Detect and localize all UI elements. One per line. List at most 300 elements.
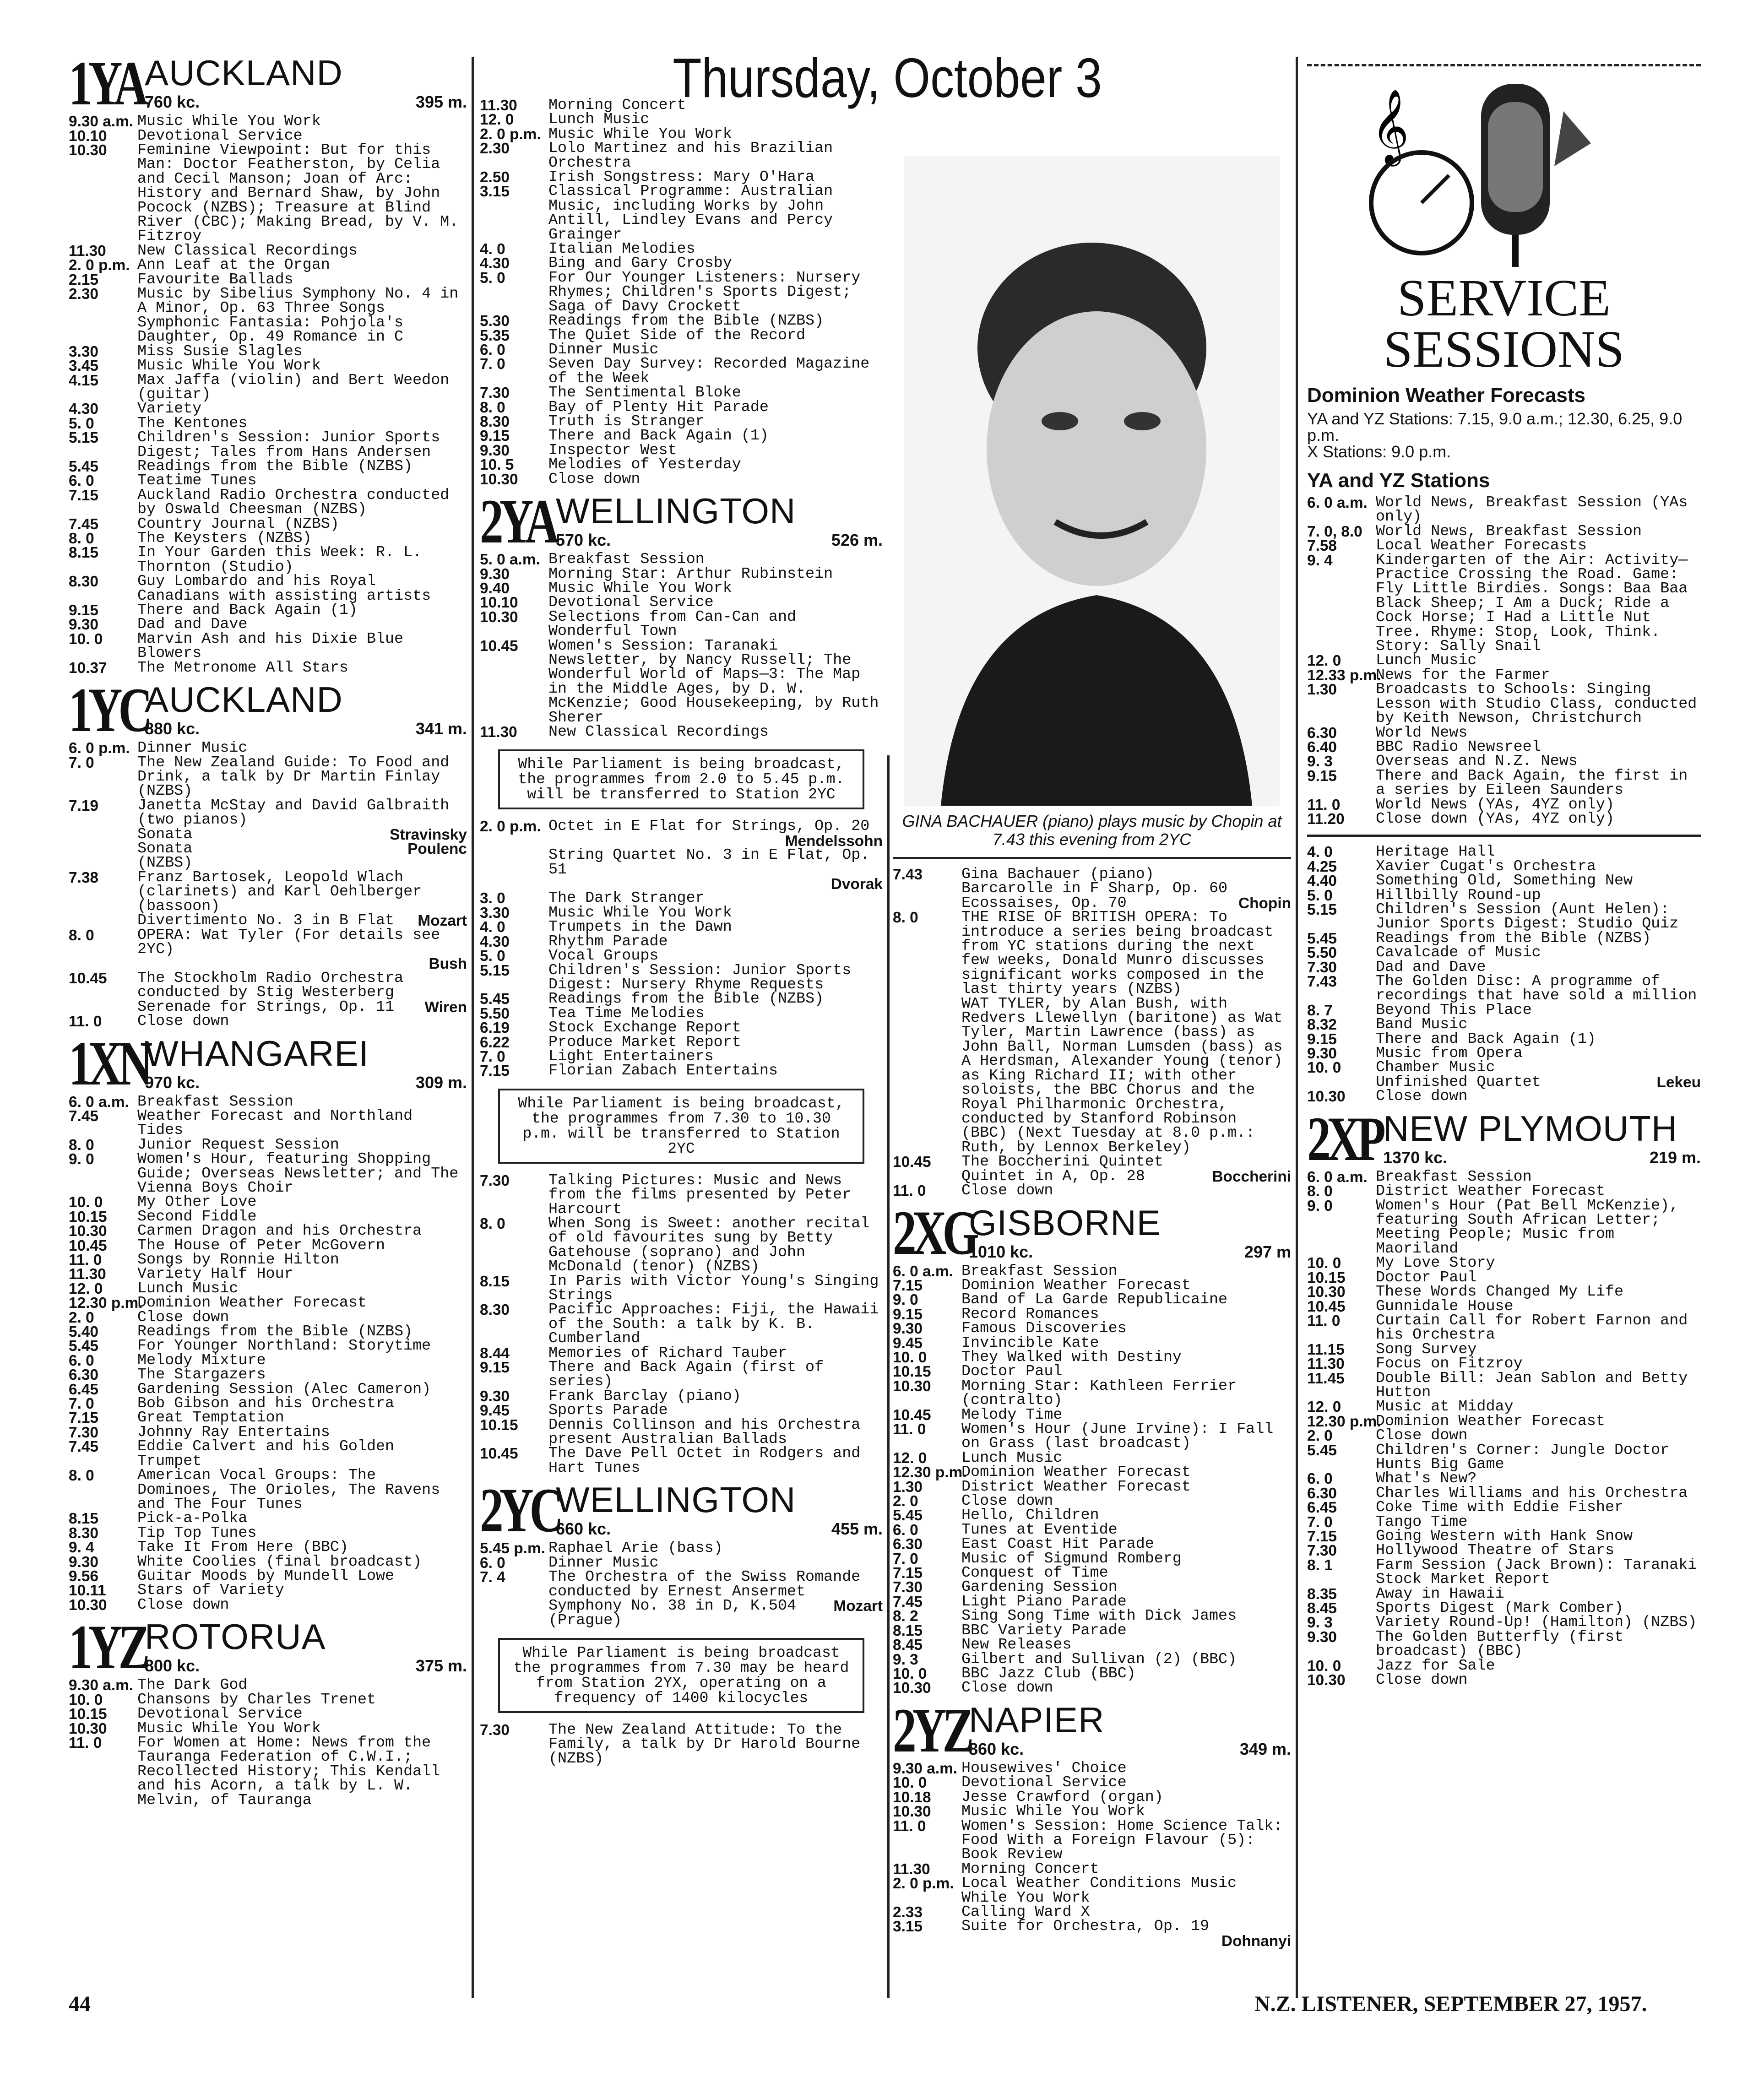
time: 8.32	[1307, 1016, 1337, 1034]
time: 5.50	[1307, 944, 1337, 962]
time: 7.45	[69, 1438, 98, 1456]
programme: The Golden Butterfly (first broadcast) (BBC)	[1376, 1628, 1624, 1660]
time: 10.15	[69, 1208, 107, 1225]
time: 9.45	[480, 1402, 510, 1420]
programme: Gina Bachauer (piano)	[961, 866, 1154, 883]
time: 2. 0	[1307, 1427, 1333, 1445]
time: 8. 0	[893, 909, 918, 927]
station-header-1YC	[69, 675, 467, 745]
time: 8.15	[893, 1622, 923, 1639]
time: 10. 0	[69, 1194, 103, 1211]
programme: Truth is Stranger	[548, 412, 705, 430]
time: 9.15	[893, 1306, 923, 1323]
time: 2.30	[480, 140, 510, 157]
programme: Janetta McStay and David Galbraith (two pianos)	[137, 797, 450, 829]
station-header-2YZ	[893, 1695, 1291, 1765]
time: 10. 0	[1307, 1255, 1341, 1272]
programme: Band of La Garde Republicaine	[961, 1291, 1228, 1309]
programme: Dad and Dave	[137, 616, 248, 634]
time: 9. 3	[1307, 753, 1333, 770]
programme: OPERA: Wat Tyler (For details see 2YC)	[137, 926, 440, 958]
programme: Close down	[961, 1182, 1053, 1199]
time: 11. 0	[1307, 1312, 1341, 1329]
time: 5.45	[69, 1338, 98, 1355]
time: 7.30	[480, 1721, 510, 1739]
programme: The Stockholm Radio Orchestra conducted by Stig Westerberg	[137, 969, 404, 1002]
work-title: (NZBS)	[137, 854, 193, 872]
programme: Teatime Tunes	[137, 472, 257, 490]
programme: Focus on Fitzroy	[1376, 1355, 1523, 1373]
time: 7.15	[893, 1277, 923, 1294]
work-title: Ecossaises, Op. 70	[961, 894, 1127, 912]
programme: Morning Star: Kathleen Ferrier (contralto)	[961, 1377, 1237, 1410]
time: 6. 0 a.m.	[1307, 494, 1368, 511]
schedule-entry	[69, 868, 467, 915]
schedule-1YZ	[69, 1678, 467, 1808]
time: 7.30	[893, 1579, 923, 1596]
schedule-entry	[1307, 1501, 1701, 1515]
schedule-2XG-continued-b	[1307, 1090, 1701, 1104]
station-header-2XG	[893, 1198, 1291, 1268]
programme: New Classical Recordings	[137, 242, 358, 260]
time: 6. 0	[1307, 1470, 1333, 1488]
programme: Band Music	[1376, 1016, 1468, 1034]
programme: Readings from the Bible (NZBS)	[137, 457, 413, 475]
frequency: 970 kc.	[145, 1073, 200, 1092]
programme: Lunch Music	[1376, 652, 1477, 670]
programme: These Words Changed My Life	[1376, 1283, 1624, 1301]
programme: Breakfast Session	[1376, 1168, 1532, 1186]
time: 12. 0	[893, 1449, 927, 1467]
programme: Bay of Plenty Hit Parade	[548, 398, 769, 416]
programme: In Paris with Victor Young's Singing Strings	[548, 1272, 879, 1304]
programme: Lolo Martinez and his Brazilian Orchestra	[548, 140, 833, 172]
column-rule-3	[1296, 57, 1298, 1998]
programme: Classical Programme: Australian Music, including Works by John Antill, Lindley Evans and Percy Grainger	[548, 183, 833, 244]
weather-heading: Dominion Weather Forecasts	[1307, 384, 1585, 407]
schedule-entry	[480, 357, 883, 386]
time: 5. 0	[480, 269, 505, 287]
programme: Doctor Paul	[961, 1363, 1063, 1381]
microphone-icon	[1307, 75, 1701, 267]
schedule-entry	[1307, 539, 1701, 553]
microphone-illustration	[1307, 75, 1701, 267]
time: 6. 0	[480, 1554, 505, 1572]
programme: Dominion Weather Forecast	[137, 1294, 367, 1312]
time	[893, 997, 961, 1155]
time: 5.30	[480, 313, 510, 330]
time: 7. 0	[1307, 1513, 1333, 1531]
programme: World News (YAs, 4YZ only)	[1376, 796, 1614, 813]
schedule-entry	[480, 314, 883, 328]
programme: Trumpets in the Dawn	[548, 918, 732, 936]
programme: Charles Williams and his Orchestra	[1376, 1484, 1688, 1502]
time: 4.30	[480, 255, 510, 272]
schedule-entry	[1307, 1018, 1701, 1032]
work-line	[69, 825, 467, 843]
programme: BBC Variety Parade	[961, 1621, 1127, 1639]
time: 4.25	[1307, 858, 1337, 875]
wavelength: 395 m.	[415, 92, 467, 112]
time: 10.15	[1307, 1269, 1346, 1286]
programme: Close down	[1376, 1088, 1468, 1106]
programme: Franz Bartosek, Leopold Wlach (clarinets) and Karl Oehlberger (bassoon)	[137, 868, 422, 915]
time: 8. 0	[69, 1467, 94, 1485]
time: 10.15	[69, 1706, 107, 1723]
time: 2. 0	[69, 1309, 94, 1326]
time: 9.15	[480, 1359, 510, 1377]
city-name: NAPIER	[969, 1699, 1105, 1740]
programme: Close down	[1376, 1671, 1468, 1689]
schedule-entry	[893, 1537, 1291, 1551]
city-name: WELLINGTON	[556, 1480, 796, 1520]
work-line	[893, 1167, 1291, 1185]
schedule-entry	[1307, 900, 1701, 933]
schedule-1YC-e	[69, 1014, 467, 1029]
schedule-entry	[480, 1447, 883, 1475]
programme: New Classical Recordings	[548, 723, 769, 741]
programme: District Weather Forecast	[961, 1478, 1191, 1496]
programme: Going Western with Hank Snow	[1376, 1528, 1633, 1545]
wavelength: 526 m.	[831, 531, 883, 550]
divider	[1307, 64, 1701, 66]
programme: Morning Star: Arthur Rubinstein	[548, 565, 833, 583]
time: 8.35	[1307, 1585, 1337, 1603]
time: 3.30	[480, 904, 510, 922]
composer: Mozart	[833, 1598, 883, 1615]
time: 9. 0	[893, 1291, 918, 1309]
schedule-entry	[69, 1598, 467, 1612]
programme: World News	[1376, 724, 1468, 742]
programme: Gilbert and Sullivan (2) (BBC)	[961, 1650, 1237, 1668]
schedule-entry	[1307, 553, 1701, 654]
programme: Music of Sigmund Romberg	[961, 1550, 1182, 1567]
schedule-entry	[69, 546, 467, 575]
city-name: AUCKLAND	[145, 679, 343, 720]
frequency: 570 kc.	[556, 531, 611, 550]
programme: Children's Session: Junior Sports Digest; Tales from Hans Andersen	[137, 429, 440, 461]
time: 7.15	[480, 1063, 510, 1080]
time: 5.15	[1307, 901, 1337, 918]
schedule-entry	[69, 1440, 467, 1469]
frequency: 800 kc.	[145, 1656, 200, 1675]
programme: Close down	[137, 1596, 229, 1614]
time: 7.15	[893, 1565, 923, 1582]
programme: For Women at Home: News from the Tauranga Federation of C.W.I.; Recollected History; This Kendall and his Acorn, a talk by L. W. Melvin, of Tauranga	[137, 1734, 440, 1809]
time: 10.30	[893, 1803, 931, 1821]
schedule-entry	[480, 920, 883, 934]
programme: Music from Opera	[1376, 1045, 1523, 1063]
time: 11.30	[893, 1860, 930, 1878]
programme: Curtain Call for Robert Farnon and his Orchestra	[1376, 1312, 1688, 1344]
time: 10. 0	[893, 1665, 927, 1682]
schedule-entry	[1307, 1003, 1701, 1018]
programme: Stock Exchange Report	[548, 1019, 741, 1037]
programme: Breakfast Session	[961, 1262, 1118, 1280]
schedule-entry	[69, 661, 467, 675]
publication-line: N.Z. LISTENER, SEPTEMBER 27, 1957.	[1254, 1992, 1647, 2016]
time: 7. 0	[480, 356, 505, 373]
wavelength: 455 m.	[831, 1519, 883, 1539]
programme: Heritage Hall	[1376, 843, 1495, 861]
work-line	[69, 914, 467, 928]
programme: East Coast Hit Parade	[961, 1535, 1154, 1553]
schedule-entry	[69, 1707, 467, 1721]
schedule-entry	[480, 949, 883, 963]
schedule-entry	[893, 1876, 1291, 1905]
programme: Marvin Ash and his Dixie Blue Blowers	[137, 630, 404, 662]
time: 10.10	[69, 127, 107, 145]
programme: Away in Hawaii	[1376, 1585, 1504, 1603]
call-sign: 2YA	[480, 486, 555, 556]
yayz-heading: YA and YZ Stations	[1307, 469, 1490, 492]
schedule-2YC	[480, 1541, 883, 1599]
time: 12.33 p.m.	[1307, 667, 1381, 684]
time: 6.30	[69, 1366, 98, 1384]
time: 5.50	[480, 1005, 510, 1022]
schedule-entry	[893, 1621, 1291, 1639]
time: 9.30	[893, 1320, 923, 1338]
parliament-notice: While Parliament is being broadcast the programmes from 7.30 may be heard from Station 2YX, operating on a frequency of 1400 kilocycles	[498, 1638, 864, 1713]
schedule-entry	[480, 992, 883, 1006]
programme: WAT TYLER, by Alan Bush, with Redvers Llewellyn (baritone) as Wat Tyler, Martin Lawrence (bass) as John Ball, Norman Lumsden (bass) as A Herdsman, Alexander Young (tenor) as King Richard II; with other soloists, the BBC Chorus and the Royal Philharmonic Orchestra, conducted by Stanford Robinson (BBC) (Next Tuesday at 8.0 p.m.: Ruth, by Lennox Berkeley)	[961, 995, 1283, 1156]
programme: Overseas and N.Z. News	[1376, 753, 1578, 770]
programme: Guy Lombardo and his Royal Canadians with assisting artists	[137, 573, 431, 605]
time: 11.30	[69, 1266, 106, 1283]
programme: Take It From Here (BBC)	[137, 1539, 348, 1556]
frequency: 760 kc.	[145, 92, 200, 112]
photo-caption: GINA BACHAUER (piano) plays music by Chopin at 7.43 this evening from 2YC	[902, 812, 1282, 849]
time: 10.30	[480, 471, 518, 488]
programme: Tango Time	[1376, 1513, 1468, 1531]
column-2	[480, 98, 883, 1766]
composers-2XG-continued	[1307, 1075, 1701, 1090]
call-sign: 1YC	[69, 675, 149, 745]
programme: Xavier Cugat's Orchestra	[1376, 857, 1596, 875]
schedule-entry	[480, 141, 883, 170]
schedule-entry	[893, 1155, 1291, 1169]
parliament-notice: While Parliament is being broadcast, the programmes from 7.30 to 10.30 p.m. will be transferred to Station 2YC	[498, 1089, 864, 1164]
programme: Beyond This Place	[1376, 1001, 1532, 1019]
schedule-entry	[480, 386, 883, 400]
work-line	[480, 1599, 883, 1628]
time: 9.15	[1307, 1030, 1337, 1048]
programme: Women's Session: Taranaki Newsletter, by Nancy Russell; The Wonderful World of Maps—3: The Map in the Middle Ages, by D. W. McKenzie; Good Housekeeping, by Ruth Sherer	[548, 637, 879, 727]
programme: BBC Jazz Club (BBC)	[961, 1665, 1136, 1682]
time: 6. 0 a.m.	[893, 1263, 953, 1280]
programme: Children's Session (Aunt Helen): Junior Sports Digest: Studio Quiz	[1376, 900, 1679, 933]
composers-2YC-continued	[893, 882, 1291, 911]
programme: American Vocal Groups: The Dominoes, The Orioles, The Ravens and The Four Tunes	[137, 1467, 440, 1513]
programme: Dinner Music	[548, 341, 659, 358]
schedule-entry	[69, 1540, 467, 1555]
time: 11.30	[480, 97, 517, 114]
programme: Dominion Weather Forecast	[961, 1276, 1191, 1294]
schedule-entry	[69, 1152, 467, 1195]
time: 5.40	[69, 1323, 98, 1341]
work-line	[1307, 1075, 1701, 1090]
composer: Stravinsky	[390, 826, 467, 843]
time: 7.30	[480, 1172, 510, 1189]
schedule-entry	[1307, 975, 1701, 1003]
time: 9.40	[480, 580, 510, 597]
programme: My Other Love	[137, 1193, 257, 1211]
schedule-entry	[893, 1667, 1291, 1681]
programme: There and Back Again (1)	[1376, 1030, 1596, 1048]
programme: Devotional Service	[137, 127, 303, 145]
time: 8.45	[1307, 1600, 1337, 1617]
time: 9. 3	[1307, 1614, 1333, 1632]
programme: Sing Song Time with Dick James	[961, 1607, 1237, 1625]
schedule-entry	[1307, 769, 1701, 798]
programme: The Dave Pell Octet in Rodgers and Hart Tunes	[548, 1445, 861, 1477]
time: 12.30 p.m.	[1307, 1413, 1381, 1430]
station-header-1YA	[69, 48, 467, 118]
programme: Devotional Service	[961, 1774, 1127, 1792]
schedule-service	[1307, 496, 1701, 826]
programme: Weather Forecast and Northland Tides	[137, 1107, 413, 1139]
time: 3.15	[893, 1918, 923, 1936]
schedule-entry	[893, 1609, 1291, 1623]
programme: Italian Melodies	[548, 240, 695, 258]
schedule-entry	[893, 1919, 1291, 1934]
schedule-entry	[480, 1361, 883, 1389]
time: 10.30	[480, 608, 518, 626]
time: 10.30	[893, 1680, 931, 1697]
work-title: Serenade for Strings, Op. 11	[137, 998, 395, 1016]
time: 8.15	[480, 1273, 510, 1290]
schedule-entry	[1307, 1357, 1701, 1371]
time: 11.30	[1307, 1356, 1345, 1373]
schedule-entry	[1307, 1369, 1701, 1401]
programme: Tip Top Tunes	[137, 1524, 257, 1542]
time: 5.15	[480, 962, 510, 979]
composer-line: Bush	[429, 955, 467, 973]
programme: Close down (YAs, 4YZ only)	[1376, 810, 1614, 828]
programme: Music While You Work	[137, 1719, 321, 1737]
programme: There and Back Again (first of series)	[548, 1359, 824, 1391]
programme: Music by Sibelius Symphony No. 4 in A Minor, Op. 63 Three Songs Symphonic Fantasia: Pohjola's Daughter, Op. 49 Romance in C	[137, 285, 459, 346]
schedule-entry	[893, 1776, 1291, 1790]
composer: Mozart	[418, 912, 467, 930]
programme: Lunch Music	[137, 1280, 239, 1297]
schedule-entry	[69, 1224, 467, 1238]
time: 10.30	[69, 142, 107, 159]
time: 9.30 a.m.	[893, 1760, 958, 1777]
station-header-1YZ	[69, 1612, 467, 1682]
schedule-entry	[69, 1469, 467, 1512]
time: 12.30 p.m.	[893, 1464, 967, 1481]
programme: There and Back Again (1)	[137, 602, 358, 619]
time: 4.40	[1307, 873, 1337, 890]
schedule-entry	[893, 911, 1291, 997]
time: 5.45	[69, 458, 98, 475]
programme: Something Old, Something New	[1376, 872, 1633, 890]
schedule-entry	[1307, 1443, 1701, 1472]
time: 11. 0	[69, 1013, 102, 1030]
programme: Gardening Session	[961, 1578, 1118, 1596]
schedule-1YC-c	[69, 928, 467, 957]
composer-line: Mendelssohn	[785, 832, 883, 850]
programme: They Walked with Destiny	[961, 1348, 1182, 1366]
schedule-2YC-continued-c	[893, 1184, 1291, 1198]
schedule-entry	[69, 971, 467, 1000]
schedule-entry	[480, 1404, 883, 1418]
time: 7. 0	[69, 1395, 94, 1413]
schedule-entry	[69, 1195, 467, 1209]
city-name: WHANGAREI	[145, 1033, 369, 1074]
time: 10.30	[893, 1377, 931, 1395]
schedule-entry	[69, 431, 467, 460]
programme: Women's Hour, featuring Shopping Guide; Overseas Newsletter; and The Vienna Boys Choir	[137, 1150, 459, 1197]
programme: Devotional Service	[548, 594, 714, 612]
programme: Dennis Collinson and his Orchestra present Australian Ballads	[548, 1416, 861, 1448]
programme: Guitar Moods by Mundell Lowe	[137, 1567, 395, 1585]
time: 10.37	[69, 659, 107, 677]
time: 7.30	[480, 385, 510, 402]
time: 4.15	[69, 372, 98, 389]
programme: Close down	[961, 1492, 1053, 1510]
time: 11.30	[69, 242, 106, 260]
wavelength: 297 m	[1244, 1242, 1291, 1261]
page-title: Thursday, October 3	[673, 47, 1102, 109]
city-name: GISBORNE	[969, 1202, 1161, 1243]
schedule-entry	[480, 1303, 883, 1346]
time: 10.45	[893, 1406, 931, 1424]
programme: There and Back Again, the first in a series by Eileen Saunders	[1376, 767, 1688, 799]
programme: The Boccherini Quintet	[961, 1153, 1163, 1171]
wavelength: 309 m.	[415, 1073, 467, 1092]
time: 9. 3	[893, 1651, 918, 1668]
time: 11. 0	[69, 1252, 102, 1269]
city-name: WELLINGTON	[556, 491, 796, 531]
time: 5.15	[69, 429, 98, 447]
time: 6.40	[1307, 738, 1337, 756]
time: 7.43	[1307, 973, 1337, 990]
time: 7.43	[893, 866, 923, 883]
programme: Calling Ward X	[961, 1903, 1090, 1921]
schedule-entry	[893, 1638, 1291, 1652]
time: 9.30	[1307, 1045, 1337, 1063]
programme: Music While You Work	[137, 113, 321, 130]
programme: Favourite Ballads	[137, 271, 293, 288]
programme: Readings from the Bible (NZBS)	[548, 990, 824, 1008]
time: 10.30	[1307, 1672, 1346, 1689]
composer-line: Dvorak	[830, 876, 883, 893]
schedule-2XP	[1307, 1170, 1701, 1688]
time: 1.30	[893, 1478, 923, 1496]
time: 7.15	[1307, 1528, 1337, 1545]
schedule-entry	[480, 472, 883, 487]
work-title: Unfinished Quartet	[1376, 1073, 1541, 1091]
time: 5. 0	[480, 948, 505, 965]
work-line	[69, 842, 467, 856]
schedule-entry	[480, 429, 883, 443]
time: 5.35	[480, 327, 510, 344]
time: 11. 0	[893, 1182, 926, 1199]
time: 6.19	[480, 1019, 510, 1037]
programme: Close down	[137, 1308, 229, 1326]
programme: Invincible Kate	[961, 1334, 1099, 1352]
frequency: 1010 kc.	[969, 1242, 1033, 1261]
programme: Readings from the Bible (NZBS)	[548, 312, 824, 330]
programme: In Your Garden this Week: R. L. Thornton (Studio)	[137, 544, 422, 576]
time: 7.30	[69, 1424, 98, 1441]
time: 6. 0 a.m.	[69, 1093, 129, 1111]
time: 9. 4	[69, 1539, 94, 1556]
frequency: 1370 kc.	[1383, 1148, 1448, 1167]
programme: Lunch Music	[961, 1449, 1063, 1467]
